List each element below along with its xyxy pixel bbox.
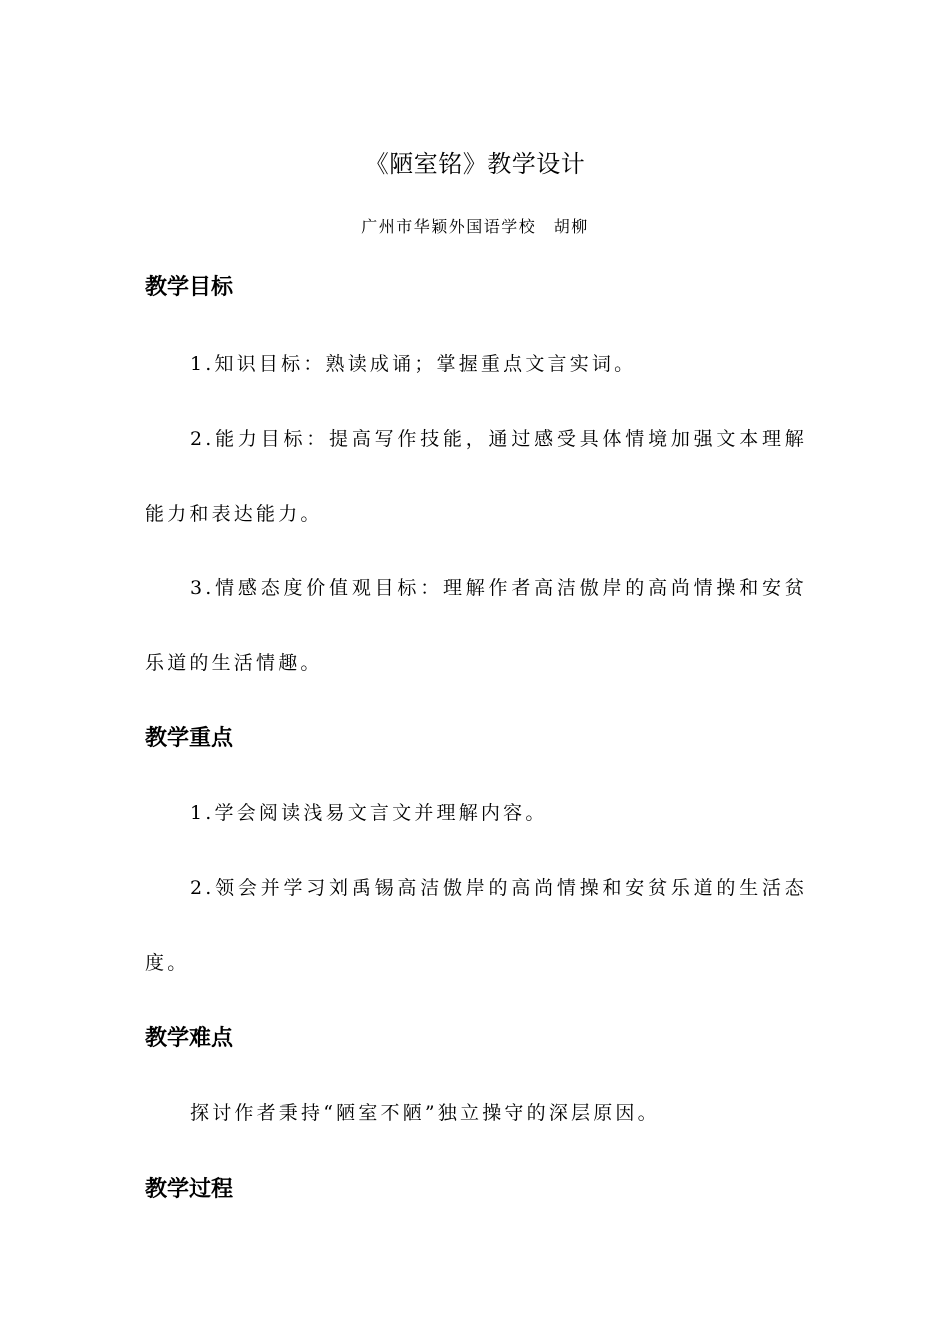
objective-item-3: 3.情感态度价值观目标：理解作者高洁傲岸的高尚情操和安贫乐道的生活情趣。 xyxy=(145,577,807,674)
heading-key-points: 教学重点 xyxy=(145,726,234,751)
author-line: 广州市华颖外国语学校 胡柳 xyxy=(361,217,589,236)
document-title: 《陋室铭》教学设计 xyxy=(364,150,586,178)
heading-objectives: 教学目标 xyxy=(145,275,234,300)
heading-difficulties: 教学难点 xyxy=(145,1026,234,1051)
heading-process: 教学过程 xyxy=(145,1177,234,1202)
objective-item-2: 2.能力目标：提高写作技能，通过感受具体情境加强文本理解能力和表达能力。 xyxy=(145,428,807,525)
objective-item-1: 1.知识目标：熟读成诵；掌握重点文言实词。 xyxy=(190,353,637,375)
key-point-item-1: 1.学会阅读浅易文言文并理解内容。 xyxy=(190,802,548,824)
difficulty-item-1: 探讨作者秉持“陋室不陋”独立操守的深层原因。 xyxy=(190,1102,660,1124)
key-point-item-2: 2.领会并学习刘禹锡高洁傲岸的高尚情操和安贫乐道的生活态度。 xyxy=(145,877,807,974)
